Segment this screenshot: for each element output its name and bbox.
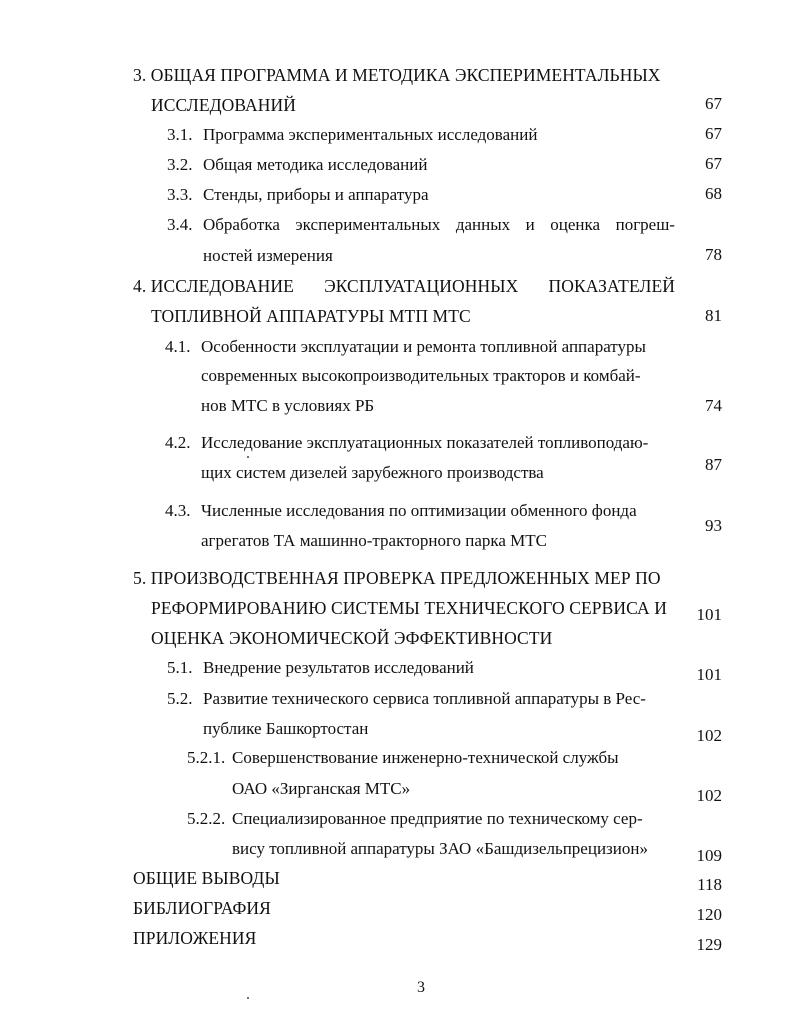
toc-heading-3-line1: 3. ОБЩАЯ ПРОГРАММА И МЕТОДИКА ЭКСПЕРИМЕНТАЛЬНЫХ bbox=[133, 65, 661, 85]
toc-entry-5-2-2-line2: вису топливной аппаратуры ЗАО «Башдизельпрецизион» bbox=[232, 839, 648, 858]
toc-word: данных bbox=[455, 215, 511, 234]
toc-entry-5-2-1-num: 5.2.1. bbox=[187, 748, 226, 767]
toc-heading-5-line3: ОЦЕНКА ЭКОНОМИЧЕСКОЙ ЭФФЕКТИВНОСТИ bbox=[151, 628, 553, 648]
scan-speck bbox=[247, 456, 249, 458]
toc-entry-4-2-line2: щих систем дизелей зарубежного производства bbox=[201, 463, 544, 482]
toc-heading-4-line2: ТОПЛИВНОЙ АППАРАТУРЫ МТП МТС bbox=[151, 306, 471, 326]
toc-entry-4-1-num: 4.1. bbox=[165, 337, 191, 356]
toc-entry-5-1-text: Внедрение результатов исследований bbox=[203, 658, 474, 677]
toc-entry-3-4-line2: ностей измерения bbox=[203, 246, 333, 265]
toc-appendices: ПРИЛОЖЕНИЯ bbox=[133, 928, 257, 948]
toc-entry-4-3-num: 4.3. bbox=[165, 501, 191, 520]
toc-page-5-2-1: 102 bbox=[696, 786, 722, 805]
toc-entry-3-4-line1 bbox=[203, 215, 675, 235]
toc-entry-4-3-line2: агрегатов ТА машинно-тракторного парка МТС bbox=[201, 531, 548, 550]
toc-entry-4-1-line3: нов МТС в условиях РБ bbox=[201, 396, 375, 415]
toc-page-5-1: 101 bbox=[696, 665, 722, 684]
toc-entry-3-1-text: Программа экспериментальных исследований bbox=[203, 125, 538, 144]
toc-entry-5-2-line1: Развитие технического сервиса топливной аппаратуры в Рес- bbox=[203, 689, 646, 708]
toc-word: экспериментальных bbox=[295, 215, 441, 234]
toc-page-3-4: 78 bbox=[705, 245, 722, 264]
toc-page-3-2: 67 bbox=[705, 154, 722, 173]
toc-entry-5-2-num: 5.2. bbox=[167, 689, 193, 708]
toc-page-5-2-2: 109 bbox=[696, 846, 722, 865]
toc-entry-3-2-text: Общая методика исследований bbox=[203, 155, 428, 174]
toc-page-5-2: 102 bbox=[696, 726, 722, 745]
toc-entry-4-1-line1: Особенности эксплуатации и ремонта топливной аппаратуры bbox=[201, 337, 646, 356]
toc-page-conclusions: 118 bbox=[697, 875, 722, 894]
toc-entry-4-2-line1: Исследование эксплуатационных показателей топливоподаю- bbox=[201, 433, 649, 452]
toc-entry-5-2-1-line2: ОАО «Зирганская МТС» bbox=[232, 779, 411, 798]
toc-bibliography: БИБЛИОГРАФИЯ bbox=[133, 898, 271, 918]
scan-speck bbox=[247, 997, 249, 999]
toc-entry-4-2-num: 4.2. bbox=[165, 433, 191, 452]
toc-entry-5-2-line2: публике Башкортостан bbox=[203, 719, 369, 738]
toc-page-appendices: 129 bbox=[696, 935, 722, 954]
toc-page-3: 67 bbox=[705, 94, 722, 113]
toc-page-4: 81 bbox=[705, 306, 722, 325]
toc-entry-3-3-text: Стенды, приборы и аппаратура bbox=[203, 185, 429, 204]
toc-word: и bbox=[525, 215, 535, 234]
toc-page-3-3: 68 bbox=[705, 184, 722, 203]
toc-word: Обработка bbox=[203, 215, 280, 234]
toc-entry-3-3-num: 3.3. bbox=[167, 185, 193, 204]
toc-page-5: 101 bbox=[696, 605, 722, 624]
toc-entry-3-1-num: 3.1. bbox=[167, 125, 193, 144]
toc-word: ЭКСПЛУАТАЦИОННЫХ bbox=[324, 276, 519, 296]
toc-page-4-1: 74 bbox=[705, 396, 722, 415]
toc-entry-5-2-2-num: 5.2.2. bbox=[187, 809, 226, 828]
toc-entry-3-4-num: 3.4. bbox=[167, 215, 193, 234]
toc-word: 4. ИССЛЕДОВАНИЕ bbox=[133, 276, 294, 296]
toc-entry-5-2-2-line1: Специализированное предприятие по техническому сер- bbox=[232, 809, 643, 828]
toc-word: ПОКАЗАТЕЛЕЙ bbox=[548, 276, 675, 296]
toc-entry-4-1-line2: современных высокопроизводительных тракторов и комбай- bbox=[201, 366, 641, 385]
toc-page-3-1: 67 bbox=[705, 124, 722, 143]
toc-page-bibliography: 120 bbox=[696, 905, 722, 924]
toc-entry-3-2-num: 3.2. bbox=[167, 155, 193, 174]
toc-word: погреш- bbox=[615, 215, 675, 234]
toc-page-4-3: 93 bbox=[705, 516, 722, 535]
page-number: 3 bbox=[417, 979, 425, 996]
toc-entry-4-3-line1: Численные исследования по оптимизации обменного фонда bbox=[201, 501, 637, 520]
toc-heading-5-line1: 5. ПРОИЗВОДСТВЕННАЯ ПРОВЕРКА ПРЕДЛОЖЕННЫХ МЕР ПО bbox=[133, 568, 661, 588]
toc-word: оценка bbox=[550, 215, 601, 234]
toc-entry-5-2-1-line1: Совершенствование инженерно-технической службы bbox=[232, 748, 619, 767]
toc-entry-5-1-num: 5.1. bbox=[167, 658, 193, 677]
toc-heading-4-line1 bbox=[133, 276, 675, 296]
toc-heading-3-line2: ИССЛЕДОВАНИЙ bbox=[151, 95, 297, 115]
toc-conclusions: ОБЩИЕ ВЫВОДЫ bbox=[133, 868, 280, 888]
toc-page-4-2: 87 bbox=[705, 455, 722, 474]
toc-heading-5-line2: РЕФОРМИРОВАНИЮ СИСТЕМЫ ТЕХНИЧЕСКОГО СЕРВИСА И bbox=[151, 598, 667, 618]
